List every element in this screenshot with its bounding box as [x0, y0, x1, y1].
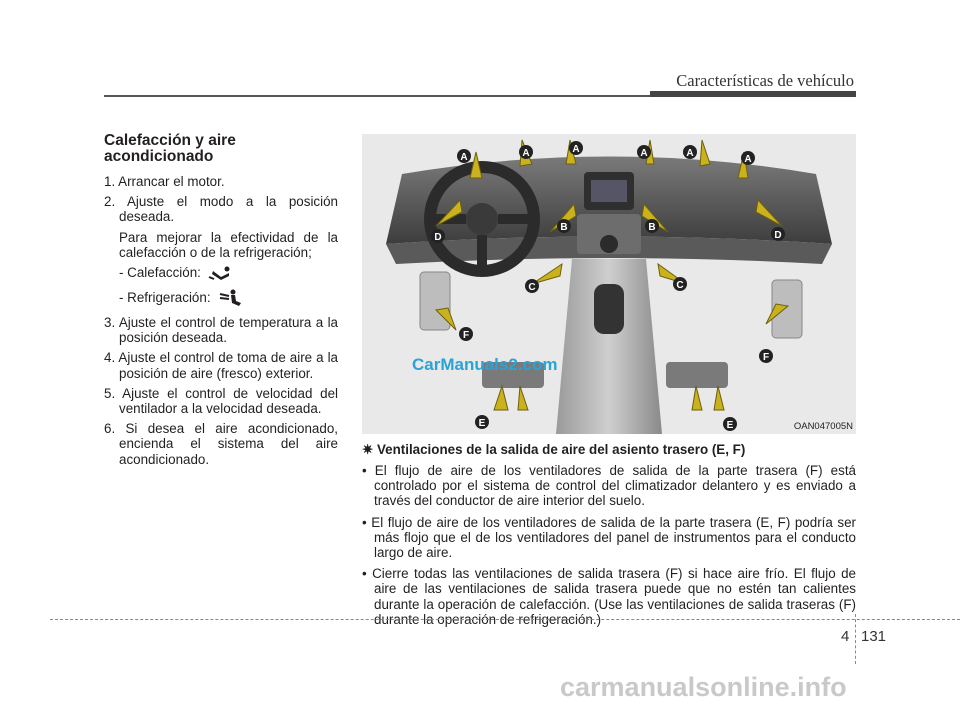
cooling-mode	[104, 289, 338, 307]
step-3: 3. Ajuste el control de temperatura a la posición deseada.	[104, 315, 338, 346]
rear-vents-heading: ✷ Ventilaciones de la salida de aire del asiento trasero (E, F)	[362, 442, 746, 457]
face-mode-icon	[217, 289, 243, 307]
bullet-1: • El flujo de aire de los ventiladores de salida de la parte trasera (F) está controlado por el sistema de control del climatizador delantero y es enviado a través del conductor de aire interior del suelo.	[362, 463, 856, 509]
heating-mode	[104, 265, 338, 281]
label-a1: A	[460, 152, 468, 163]
label-f2: F	[762, 352, 770, 363]
header-rule-thick	[650, 91, 856, 97]
label-c1: C	[528, 282, 536, 293]
step-4: 4. Ajuste el control de toma de aire a la posición de aire (fresco) exterior.	[104, 350, 338, 381]
left-column	[104, 133, 338, 472]
label-f1: F	[462, 330, 470, 341]
site-watermark: carmanualsonline.info	[560, 672, 847, 702]
label-c2: C	[676, 280, 684, 291]
label-a3: A	[572, 144, 580, 155]
heating-label: - Calefacción:	[119, 265, 201, 281]
figure-code: OAN047005N	[793, 421, 853, 432]
dashboard-illustration	[362, 134, 856, 434]
label-a6: A	[744, 154, 752, 165]
label-e2: E	[726, 420, 734, 431]
footer-divider	[855, 614, 856, 664]
cooling-label: - Refrigeración:	[119, 290, 211, 306]
label-d1: D	[434, 232, 442, 243]
step-1: 1. Arrancar el motor.	[104, 174, 225, 189]
step-2: 2. Ajuste el modo a la posición deseada.	[104, 194, 338, 225]
label-e1: E	[478, 418, 486, 429]
footer-rule	[50, 619, 960, 620]
floor-mode-icon	[207, 265, 233, 281]
label-a2: A	[522, 148, 530, 159]
label-b2: B	[648, 222, 656, 233]
header-rule	[104, 95, 650, 97]
step-6: 6. Si desea el aire acondicionado, encienda el sistema del aire acondicionado.	[104, 421, 338, 467]
tip-text: Para mejorar la efectividad de la calefacción o de la refrigeración;	[119, 229, 338, 260]
label-a5: A	[686, 148, 694, 159]
chapter-number: 4	[841, 628, 850, 645]
right-column	[362, 442, 856, 633]
page-number: 131	[861, 628, 887, 645]
section-heading: Calefacción y aire acondicionado	[104, 132, 236, 165]
bullet-2: • El flujo de aire de los ventiladores de salida de la parte trasera (E, F) podría ser más flojo que el de los ventiladores del panel de instrumentos para el conducto largo de aire.	[362, 514, 856, 561]
watermark: CarManuals2.com	[412, 355, 558, 374]
label-d2: D	[774, 230, 782, 241]
label-b1: B	[560, 222, 568, 233]
bullet-3: • Cierre todas las ventilaciones de salida trasera (F) si hace aire frío. El flujo de aire de las ventilaciones de salida trasera puede que no estén tan calientes durante la operación de calefacción. (Use las ventilaciones de salida traseras (F) durante la operación de refrigeración.)	[362, 566, 856, 627]
label-a4: A	[640, 148, 648, 159]
step-5: 5. Ajuste el control de velocidad del ventilador a la velocidad deseada.	[104, 385, 338, 417]
running-header: Características de vehículo	[676, 71, 854, 90]
dashboard-drawing	[362, 134, 856, 434]
